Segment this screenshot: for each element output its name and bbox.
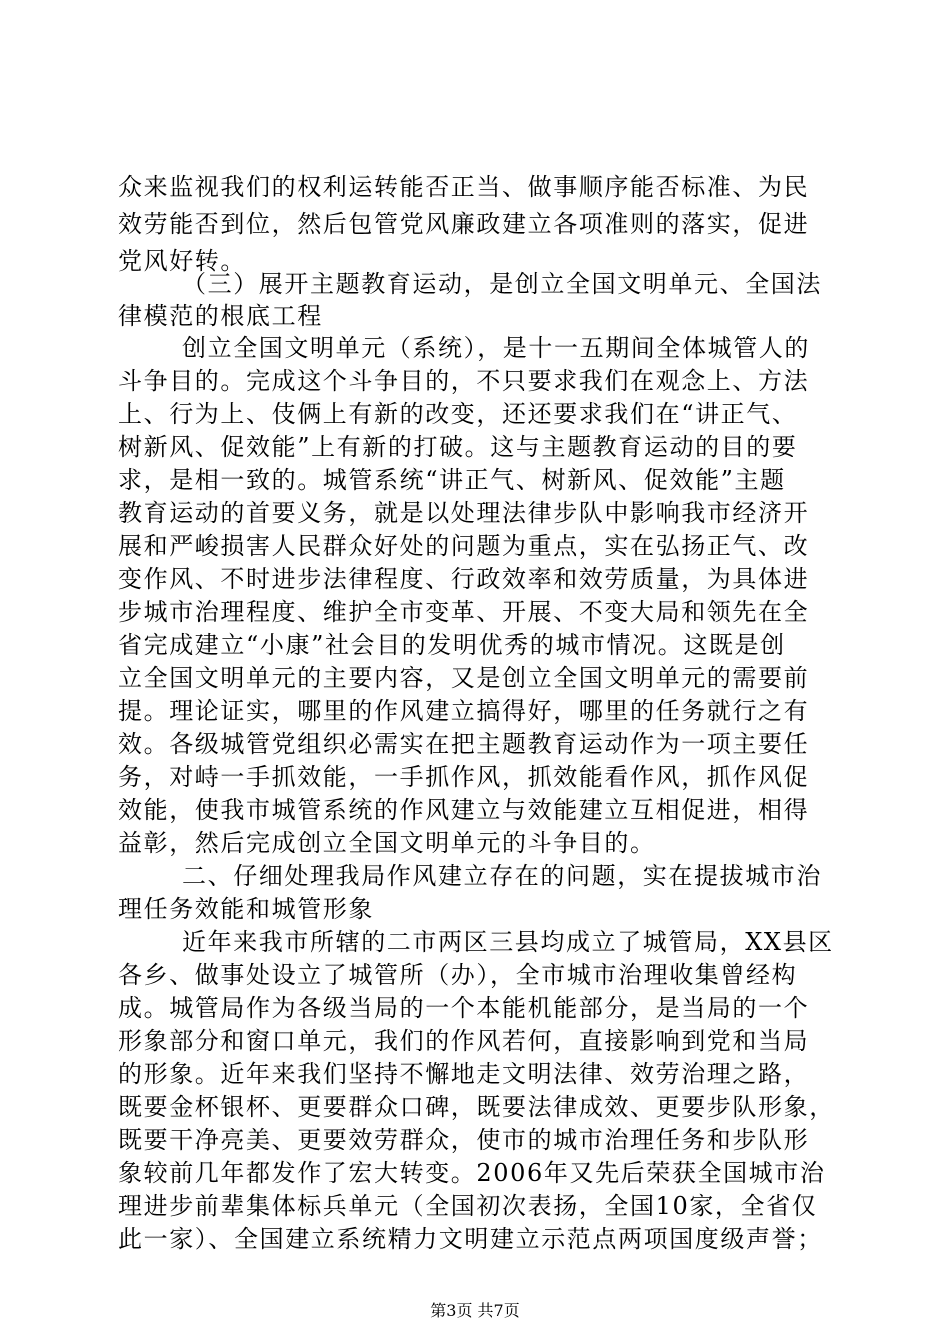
text-line: 效。各级城管党组织必需实在把主题教育运动作为一项主要任 <box>118 730 810 758</box>
text-line: 步城市治理程度、维护全市变革、开展、不变大局和领先在全 <box>118 598 810 626</box>
section-heading-line: 律模范的根底工程 <box>118 302 323 330</box>
text-line: 变作风、不时进步法律程度、行政效率和效劳质量，为具体进 <box>118 565 810 593</box>
text-line: 展和严峻损害人民群众好处的问题为重点，实在弘扬正气、改 <box>118 532 810 560</box>
text-line: 既要金杯银杯、更要群众口碑，既要法律成效、更要步队形象， <box>118 1093 835 1121</box>
text-line: 提。理论证实，哪里的作风建立搞得好，哪里的任务就行之有 <box>118 697 810 725</box>
text-line: 教育运动的首要义务，就是以处理法律步队中影响我市经济开 <box>118 499 810 527</box>
text-line: 立全国文明单元的主要内容，又是创立全国文明单元的需要前 <box>118 664 810 692</box>
text-line: 上、行为上、伎俩上有新的改变，还还要求我们在“讲正气、 <box>118 400 798 428</box>
page-footer: 第3页 共7页 <box>430 1301 520 1320</box>
text-line: 近年来我市所辖的二市两区三县均成立了城管局，XX县区 <box>182 928 834 956</box>
text-line: 斗争目的。完成这个斗争目的，不只要求我们在观念上、方法 <box>118 367 810 395</box>
text-line: 此一家）、全国建立系统精力文明建立示范点两项国度级声誉； <box>118 1225 823 1253</box>
text-line: 求，是相一致的。城管系统“讲正气、树新风、促效能”主题 <box>118 466 786 494</box>
text-line: 创立全国文明单元（系统），是十一五期间全体城管人的 <box>182 334 810 362</box>
text-line: 既要干净亮美、更要效劳群众，使市的城市治理任务和步队形 <box>118 1126 810 1154</box>
text-line: 省完成建立“小康”社会目的发明优秀的城市情况。这既是创 <box>118 631 786 659</box>
text-line: 务，对峙一手抓效能，一手抓作风，抓效能看作风，抓作风促 <box>118 763 810 791</box>
text-line: 理进步前辈集体标兵单元（全国初次表扬，全国10家，全省仅 <box>118 1192 818 1220</box>
text-line: 各乡、做事处设立了城管所（办），全市城市治理收集曾经构 <box>118 961 798 989</box>
text-line: 党风好转。 <box>118 247 246 275</box>
text-line: 效能，使我市城管系统的作风建立与效能建立互相促进，相得 <box>118 796 810 824</box>
text-line: 象较前几年都发作了宏大转变。2006年又先后荣获全国城市治 <box>118 1159 826 1187</box>
section-heading-line: 二、仔细处理我局作风建立存在的问题，实在提拔城市治 <box>182 862 822 890</box>
text-line: 树新风、促效能”上有新的打破。这与主题教育运动的目的要 <box>118 433 798 461</box>
text-line: 益彰，然后完成创立全国文明单元的斗争目的。 <box>118 829 656 857</box>
text-line: 效劳能否到位，然后包管党风廉政建立各项准则的落实，促进 <box>118 210 810 238</box>
section-heading-line: （三）展开主题教育运动，是创立全国文明单元、全国法 <box>182 270 822 298</box>
text-line: 的形象。近年来我们坚持不懈地走文明法律、效劳治理之路， <box>118 1060 810 1088</box>
section-heading-line: 理任务效能和城管形象 <box>118 895 374 923</box>
text-line: 形象部分和窗口单元，我们的作风若何，直接影响到党和当局 <box>118 1027 810 1055</box>
text-line: 众来监视我们的权利运转能否正当、做事顺序能否标准、为民 <box>118 173 810 201</box>
text-line: 成。城管局作为各级当局的一个本能机能部分，是当局的一个 <box>118 994 810 1022</box>
